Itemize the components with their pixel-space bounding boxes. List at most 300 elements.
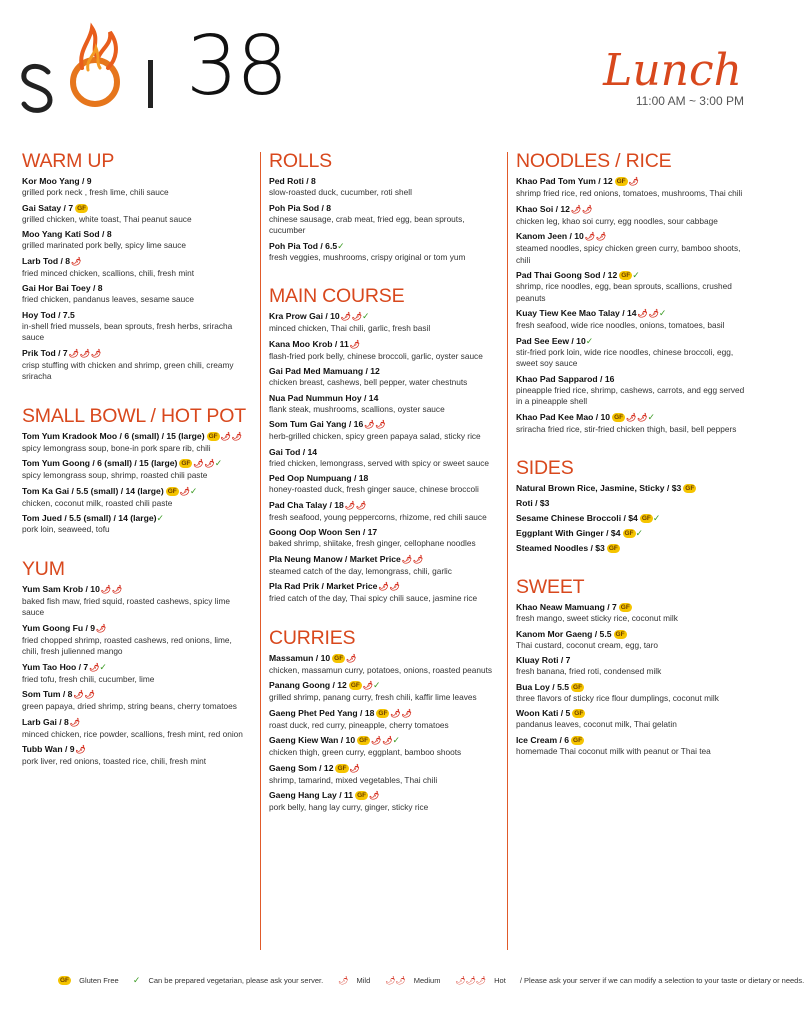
item-name-text: Prik Tod / 7	[22, 347, 68, 358]
item-name-text: Tom Jued / 5.5 (small) / 14 (large)	[22, 513, 157, 523]
item-name-text: Ice Cream / 6	[516, 734, 570, 745]
chili-icon: 🌶	[362, 681, 374, 690]
menu-item	[269, 652, 497, 677]
item-name	[516, 497, 748, 509]
vegetarian-icon: ✓	[392, 735, 401, 745]
hours: 11:00 AM ~ 3:00 PM	[635, 94, 744, 108]
vegetarian-icon: ✓	[189, 485, 198, 496]
chili-icon: 🌶	[68, 348, 79, 358]
gluten-free-icon: GF	[167, 487, 177, 495]
item-name	[269, 310, 497, 323]
legend-medium: 🌶🌶 Medium	[385, 976, 441, 985]
item-name-text: Pad Thai Goong Sod / 12	[516, 270, 618, 280]
item-description: fried chopped shrimp, roasted cashews, red onions, lime, chili, fresh julienned mango	[22, 634, 232, 656]
chili-icon: 🌶	[220, 431, 231, 441]
item-description: slow-roasted duck, cucumber, roti shell	[269, 187, 412, 197]
gluten-free-icon: GF	[334, 654, 344, 662]
gluten-free-icon: GF	[573, 736, 583, 744]
vegetarian-icon: ✓	[652, 513, 661, 523]
menu-section	[269, 627, 497, 814]
chili-icon: 🌶	[89, 662, 100, 672]
item-description: baked shrimp, shiitake, fresh ginger, cellophane noodles	[269, 538, 476, 548]
logo-flame-icon	[20, 20, 190, 115]
menu-item	[22, 347, 248, 383]
item-name-text: Ped Oop Numpuang / 18	[269, 473, 369, 483]
section-title: SWEET	[516, 576, 585, 598]
menu-item	[22, 716, 248, 741]
item-description: pork loin, seaweed, tofu	[22, 524, 110, 534]
item-description: Thai custard, coconut cream, egg, taro	[516, 639, 659, 650]
item-name	[269, 652, 497, 665]
vegetarian-icon: ✓	[132, 975, 141, 985]
item-description: fried tofu, fresh chili, cucumber, lime	[22, 673, 155, 684]
item-name-text: Sesame Chinese Broccoli / $4	[516, 513, 638, 523]
item-description: pork liver, red onions, toasted rice, chili, fresh mint	[22, 756, 206, 766]
item-name-text: Massamun / 10	[269, 652, 331, 663]
item-name-text: Natural Brown Rice, Jasmine, Sticky / $3	[516, 483, 682, 493]
chili-icon: 🌶	[204, 459, 215, 468]
gluten-free-icon: GF	[573, 683, 583, 691]
item-description: shrimp fried rice, red onions, tomatoes, mushrooms, Thai chili	[516, 188, 743, 198]
menu-item	[22, 175, 248, 199]
item-description: pandanus leaves, coconut milk, Thai gelatin	[516, 719, 677, 729]
menu-section	[516, 576, 748, 757]
item-name-text: Gaeng Hang Lay / 11	[269, 790, 354, 800]
item-name	[22, 175, 248, 187]
item-description: fresh veggies, mushrooms, crispy original or tom yum	[269, 251, 466, 262]
gluten-free-icon: GF	[615, 630, 625, 638]
menu-item	[269, 707, 497, 732]
item-description: pork belly, hang lay curry, ginger, sticky rice	[269, 802, 429, 812]
item-name-text: Khao Pad Sapparod / 16	[516, 373, 615, 384]
gluten-free-icon: GF	[624, 530, 634, 537]
menu-item	[269, 762, 497, 787]
menu-item	[22, 255, 248, 280]
item-description: chicken leg, khao soi curry, egg noodles, sour cabbage	[516, 215, 718, 226]
menu-item	[516, 175, 748, 200]
item-name-text: Nua Pad Nummun Hoy / 14	[269, 392, 379, 403]
vegetarian-icon: ✓	[214, 458, 223, 468]
item-name	[269, 338, 497, 351]
item-name-text: Pad See Eew / 10	[516, 335, 586, 346]
item-name-text: Yum Goong Fu / 9	[22, 622, 96, 633]
item-description: fresh seafood, wide rice noodles, onions, tomatoes, basil	[516, 320, 725, 330]
item-description: roast duck, red curry, pineapple, cherry tomatoes	[269, 719, 449, 730]
chili-icon: 🌶	[401, 554, 412, 564]
item-name	[516, 175, 748, 188]
menu-item	[22, 743, 248, 768]
menu-item	[269, 526, 497, 550]
item-name-text: Panang Goong / 12	[269, 680, 347, 690]
gluten-free-icon: GF	[641, 515, 651, 522]
chili-icon: 🌶	[570, 204, 582, 214]
chili-icon: 🌶	[73, 690, 84, 699]
menu-item	[269, 392, 497, 416]
chili-icon: 🌶	[371, 736, 382, 745]
chili-icon: 🌶	[75, 745, 86, 754]
menu-item	[516, 512, 748, 524]
chili-icon: 🌶🌶	[385, 976, 406, 985]
item-name	[516, 734, 748, 746]
item-name-text: Moo Yang Kati Sod / 8	[22, 229, 112, 239]
menu-item	[516, 335, 748, 370]
menu-item	[269, 418, 497, 443]
item-name	[516, 335, 748, 347]
vegetarian-icon: ✓	[99, 661, 107, 672]
legend	[56, 975, 810, 986]
chili-icon: 🌶	[378, 582, 389, 591]
item-name	[22, 282, 248, 294]
menu-item	[269, 338, 497, 363]
item-name-text: Kana Moo Krob / 11	[269, 338, 349, 349]
item-description: three flavors of sticky rice flour dumplings, coconut milk	[516, 692, 719, 703]
item-description: stir-fried pork loin, wide rice noodles, chinese broccoli, egg, sweet soy sauce	[516, 346, 734, 368]
item-description: in-shell fried mussels, bean sprouts, fresh herbs, sriracha sauce	[22, 320, 233, 342]
item-description: homemade Thai coconut milk with peanut or Thai tea	[516, 745, 711, 756]
legend-note: / Please ask your server if we can modify a selection to your taste or dietary or needs.	[519, 976, 805, 985]
item-description: minced chicken, rice powder, scallions, fresh mint, red onion	[22, 728, 243, 739]
item-name-text: Tubb Wan / 9	[22, 744, 75, 754]
item-description: fried catch of the day, Thai spicy chili sauce, jasmine rice	[269, 593, 478, 603]
item-name	[269, 392, 497, 404]
chili-icon: 🌶	[628, 177, 639, 186]
item-name-text: Gaeng Kiew Wan / 10	[269, 735, 356, 745]
section-title: NOODLES / RICE	[516, 150, 672, 172]
menu-item	[516, 707, 748, 731]
menu-item	[516, 654, 748, 678]
item-name-text: Goong Oop Woon Sen / 17	[269, 527, 378, 537]
menu-item	[516, 482, 748, 494]
menu-section	[516, 457, 748, 554]
item-name	[22, 202, 248, 214]
menu-item	[22, 622, 248, 658]
vegetarian-icon: ✓	[337, 240, 345, 251]
item-name	[22, 485, 248, 498]
chili-icon: 🌶	[71, 256, 82, 266]
item-name-text: Yum Tao Hoo / 7	[22, 661, 89, 672]
item-name	[269, 365, 497, 377]
chili-icon: 🌶	[375, 420, 386, 429]
chili-icon: 🌶	[369, 791, 380, 800]
item-description: steamed noodles, spicy chicken green curry, bamboo shoots, chili	[516, 243, 741, 265]
item-name	[22, 622, 248, 635]
chili-icon: 🌶	[79, 348, 90, 358]
item-name-text: Tom Yum Kradook Moo / 6 (small) / 15 (large)	[22, 430, 205, 441]
item-description: shrimp, tamarind, mixed vegetables, Thai chili	[269, 774, 438, 785]
vegetarian-icon: ✓	[156, 513, 165, 523]
item-name	[516, 542, 748, 554]
item-name-text: Roti / $3	[516, 498, 550, 508]
logo-number: 38	[186, 19, 287, 114]
item-name	[516, 482, 748, 494]
item-name-text: Pad Cha Talay / 18	[269, 499, 344, 510]
item-description: chicken, massamun curry, potatoes, onions, roasted peanuts	[269, 664, 493, 675]
item-name-text: Gaeng Som / 12	[269, 762, 334, 773]
item-description: fresh banana, fried roti, condensed milk	[516, 666, 662, 676]
item-name	[22, 228, 248, 240]
menu-item	[22, 309, 248, 344]
item-name-text: Khao Soi / 12	[516, 203, 570, 214]
legend-hot: 🌶🌶🌶 Hot	[455, 976, 506, 985]
column-divider	[507, 152, 508, 950]
item-description: fried chicken, lemongrass, served with spicy or sweet sauce	[269, 457, 489, 468]
menu-item	[516, 230, 748, 266]
item-name	[516, 527, 748, 539]
item-name	[269, 472, 497, 484]
item-name-text: Yum Sam Krob / 10	[22, 583, 100, 594]
item-description: grilled marinated pork belly, spicy lime sauce	[22, 240, 187, 250]
vegetarian-icon: ✓	[362, 311, 370, 321]
column-divider	[260, 152, 261, 950]
vegetarian-icon: ✓	[373, 680, 381, 690]
item-name-text: Kluay Roti / 7	[516, 655, 571, 665]
item-name	[269, 789, 497, 802]
item-name	[516, 230, 748, 243]
item-name-text: Woon Kati / 5	[516, 708, 571, 718]
chili-icon: 🌶	[626, 412, 637, 422]
gluten-free-icon: GF	[60, 977, 70, 984]
menu-item	[269, 240, 497, 264]
gluten-free-icon: GF	[614, 413, 624, 421]
menu-section	[269, 150, 497, 263]
chili-icon: 🌶	[351, 312, 363, 321]
menu-item	[269, 679, 497, 704]
item-description: herb-grilled chicken, spicy green papaya salad, sticky rice	[269, 431, 481, 441]
menu-item	[269, 202, 497, 237]
menu-item	[516, 269, 748, 304]
item-description: flash-fried pork belly, chinese broccoli, garlic, oyster sauce	[269, 350, 483, 361]
item-name-text: Kanom Mor Gaeng / 5.5	[516, 628, 612, 639]
menu-item	[516, 411, 748, 436]
chili-icon: 🌶	[412, 554, 424, 564]
item-description: chinese sausage, crab meat, fried egg, bean sprouts, cucumber	[269, 213, 465, 235]
menu-item	[516, 527, 748, 539]
chili-icon: 🌶	[389, 582, 400, 591]
item-name	[269, 734, 497, 747]
item-name	[269, 679, 497, 692]
menu-item	[269, 365, 497, 389]
vegetarian-icon: ✓	[632, 270, 640, 280]
chili-icon: 🌶	[100, 584, 112, 594]
section-title: CURRIES	[269, 626, 356, 649]
legend-veg: ✓ Can be prepared vegetarian, please ask your server.	[132, 975, 324, 985]
menu-item	[269, 472, 497, 496]
menu-item	[516, 497, 748, 509]
menu-item	[516, 681, 748, 705]
section-title: ROLLS	[269, 150, 332, 172]
item-name	[22, 309, 248, 321]
legend-gf: GF Gluten Free	[60, 976, 119, 985]
menu-item	[22, 688, 248, 713]
menu-item	[516, 203, 748, 228]
item-name-text: Gai Pad Med Mamuang / 12	[269, 366, 380, 376]
item-description: spicy lemongrass soup, bone-in pork spare rib, chili	[22, 442, 211, 453]
menu-section	[22, 150, 248, 383]
item-name-text: Kra Prow Gai / 10	[269, 311, 340, 321]
menu-item	[269, 310, 497, 335]
item-name-text: Poh Pia Tod / 6.5	[269, 240, 338, 251]
menu-item	[22, 485, 248, 510]
chili-icon: 🌶	[648, 309, 659, 318]
chili-icon: 🌶	[390, 708, 401, 718]
gluten-free-icon: GF	[357, 792, 367, 799]
menu-section	[516, 150, 748, 435]
item-description: chicken, coconut milk, roasted chili paste	[22, 497, 173, 508]
menu-column-2	[269, 150, 497, 836]
item-name-text: Ped Roti / 8	[269, 176, 316, 186]
chili-icon: 🌶	[356, 500, 367, 510]
item-description: steamed catch of the day, lemongrass, chili, garlic	[269, 565, 452, 576]
item-name-text: Khao Neaw Mamuang / 7	[516, 602, 617, 612]
item-description: chicken breast, cashews, bell pepper, water chestnuts	[269, 377, 468, 387]
menu-item	[22, 228, 248, 252]
section-title: SIDES	[516, 457, 574, 479]
item-name	[516, 203, 748, 216]
vegetarian-icon: ✓	[647, 411, 655, 422]
chili-icon: 🌶	[349, 339, 360, 349]
gluten-free-icon: GF	[616, 178, 626, 185]
item-name	[269, 580, 497, 593]
menu-item	[269, 446, 497, 470]
chili-icon: 🌶	[382, 736, 393, 745]
item-name	[516, 654, 748, 666]
item-name-text: Gaeng Phet Ped Yang / 18	[269, 707, 375, 718]
item-name-text: Steamed Noodles / $3	[516, 543, 605, 553]
chili-icon: 🌶	[582, 204, 593, 214]
item-name	[269, 707, 497, 720]
legend-mild: 🌶 Mild	[338, 976, 371, 985]
chili-icon: 🌶	[179, 486, 190, 496]
item-name	[516, 628, 748, 640]
chili-icon: 🌶	[595, 232, 607, 241]
item-description: shrimp, rice noodles, egg, bean sprouts, scallions, crushed peanuts	[516, 281, 732, 303]
section-title: WARM UP	[22, 150, 115, 172]
item-name	[269, 240, 497, 252]
chili-icon: 🌶	[84, 690, 95, 699]
item-description: spicy lemongrass soup, shrimp, roasted chili paste	[22, 470, 208, 480]
item-name	[22, 661, 248, 674]
item-name	[269, 499, 497, 512]
item-name	[22, 255, 248, 268]
item-name-text: Kor Moo Yang / 9	[22, 176, 92, 186]
gluten-free-icon: GF	[608, 545, 618, 552]
item-name-text: Bua Loy / 5.5	[516, 681, 570, 692]
item-name	[269, 446, 497, 458]
item-name	[516, 307, 748, 320]
item-name	[22, 743, 248, 756]
item-description: grilled chicken, white toast, Thai peanut sauce	[22, 213, 192, 224]
chili-icon: 🌶	[344, 500, 355, 510]
item-name-text: Khao Pad Tom Yum / 12	[516, 176, 613, 186]
chili-icon: 🌶	[91, 348, 102, 358]
item-name-text: Kanom Jeen / 10	[516, 231, 584, 241]
menu-item	[516, 734, 748, 758]
item-name	[22, 583, 248, 596]
item-name	[269, 762, 497, 775]
chili-icon: 🌶	[96, 623, 107, 633]
item-name-text: Larb Tod / 8	[22, 255, 71, 266]
item-name-text: Tom Ka Gai / 5.5 (small) / 14 (large)	[22, 485, 164, 496]
item-name	[516, 601, 748, 613]
item-name	[516, 373, 748, 385]
item-name	[516, 707, 748, 719]
item-name-text: Gai Satay / 7	[22, 202, 74, 213]
item-name-text: Larb Gai / 8	[22, 716, 69, 727]
chili-icon: 🌶	[346, 653, 357, 663]
item-name-text: Eggplant With Ginger / $4	[516, 528, 621, 538]
menu-item	[516, 307, 748, 332]
item-description: grilled pork neck , fresh lime, chili sauce	[22, 187, 169, 197]
chili-icon: 🌶	[193, 459, 204, 468]
vegetarian-icon: ✓	[658, 308, 667, 318]
gluten-free-icon: GF	[359, 737, 369, 744]
chili-icon: 🌶	[338, 976, 349, 985]
item-description: sriracha fried rice, stir-fried chicken thigh, basil, bell peppers	[516, 423, 737, 434]
item-description: honey-roasted duck, fresh ginger sauce, chinese broccoli	[269, 484, 479, 494]
menu-item	[22, 583, 248, 619]
item-name-text: Hoy Tod / 7.5	[22, 309, 75, 320]
item-name-text: Khao Pad Kee Mao / 10	[516, 411, 611, 422]
item-description: fried minced chicken, scallions, chili, fresh mint	[22, 267, 194, 278]
menu-column-1	[22, 150, 248, 790]
menu-item	[22, 430, 248, 455]
menu-column-3	[516, 150, 748, 779]
item-description: grilled shrimp, panang curry, fresh chili, kaffir lime leaves	[269, 692, 477, 702]
item-description: pineapple fried rice, shrimp, cashews, carrots, and egg served in a pineapple shell	[516, 384, 745, 406]
item-description: minced chicken, Thai chili, garlic, fresh basil	[269, 323, 431, 333]
menu-item	[516, 601, 748, 625]
item-name	[269, 202, 497, 214]
item-name	[22, 430, 248, 443]
item-name	[516, 681, 748, 693]
menu-item	[269, 789, 497, 814]
menu-item	[269, 580, 497, 605]
menu-item	[516, 628, 748, 652]
item-name	[22, 688, 248, 701]
item-description: fresh seafood, young peppercorns, rhizome, red chili sauce	[269, 511, 487, 522]
chili-icon: 🌶	[637, 309, 648, 318]
menu-title: Lunch	[603, 45, 742, 96]
section-title: SMALL BOWL / HOT POT	[22, 404, 246, 427]
item-name	[269, 553, 497, 566]
menu-item	[22, 282, 248, 306]
item-name-text: Poh Pia Sod / 8	[269, 202, 332, 213]
chili-icon: 🌶	[349, 763, 360, 773]
menu-item	[22, 512, 248, 536]
chili-icon: 🌶	[637, 412, 648, 422]
item-name-text: Som Tum Gai Yang / 16	[269, 419, 364, 429]
chili-icon: 🌶	[231, 431, 242, 441]
chili-icon: 🌶	[340, 312, 351, 321]
chili-icon: 🌶	[364, 420, 375, 429]
item-name	[516, 512, 748, 524]
menu-item	[516, 542, 748, 554]
item-name	[269, 418, 497, 431]
menu-item	[22, 457, 248, 482]
restaurant-logo	[20, 20, 320, 115]
menu-section	[269, 285, 497, 605]
chili-icon: 🌶	[584, 232, 595, 241]
item-name-text: Kuay Tiew Kee Mao Talay / 14	[516, 308, 637, 318]
chili-icon: 🌶	[69, 717, 80, 727]
item-name	[269, 175, 497, 187]
item-description: flank steak, mushrooms, scallions, oyster sauce	[269, 403, 445, 414]
menu-item	[22, 661, 248, 686]
menu-item	[269, 553, 497, 578]
section-title: YUM	[22, 557, 65, 580]
item-description: fried chicken, pandanus leaves, sesame sauce	[22, 294, 195, 304]
gluten-free-icon: GF	[181, 460, 191, 467]
